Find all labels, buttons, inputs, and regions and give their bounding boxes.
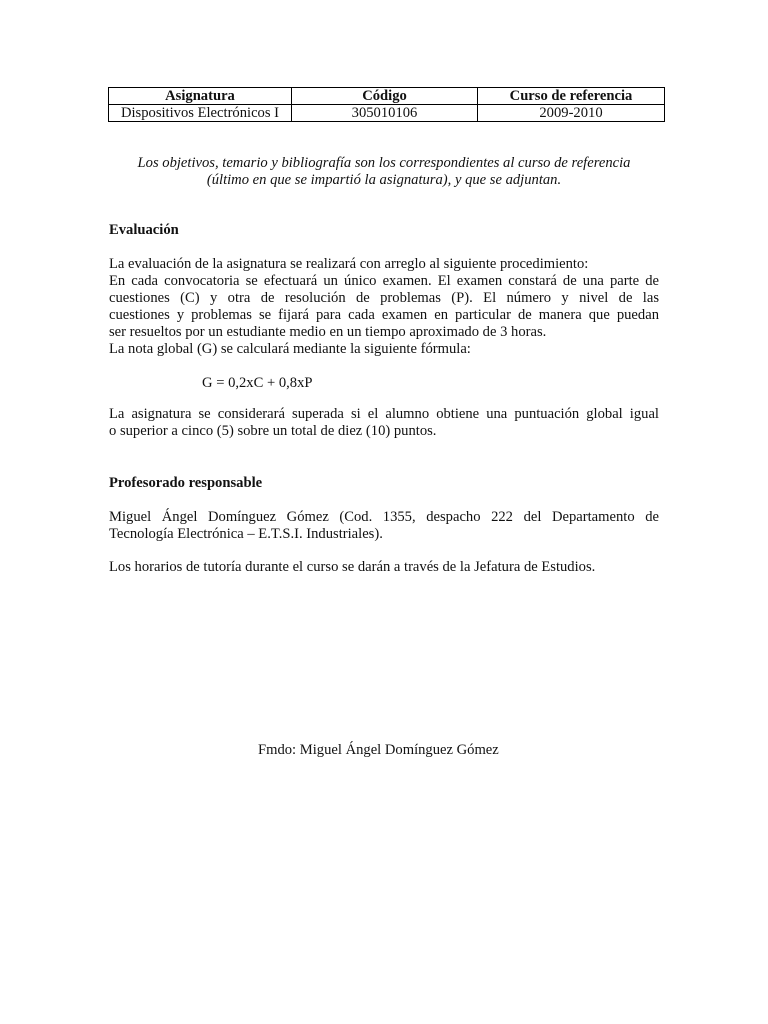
heading-profesorado: Profesorado responsable — [109, 475, 263, 491]
aprobado-line-2: o superior a cinco (5) sobre un total de diez (10) puntos. — [109, 423, 437, 439]
evaluacion-line-5: ser resueltos por un estudiante medio en un tiempo aproximado de 3 horas. — [109, 324, 547, 340]
header-codigo: Código — [292, 88, 478, 105]
evaluacion-paragraph-1 — [109, 256, 659, 358]
grade-formula: G = 0,2xC + 0,8xP — [202, 375, 313, 391]
profesor-line-1: Miguel Ángel Domínguez Gómez (Cod. 1355, despacho 222 del Departamento de — [109, 509, 659, 525]
heading-evaluacion: Evaluación — [109, 222, 179, 238]
header-curso-referencia: Curso de referencia — [478, 88, 665, 105]
intro-line-2: (último en que se impartió la asignatura), y que se adjuntan. — [206, 172, 562, 188]
evaluacion-line-1: La evaluación de la asignatura se realizará con arreglo al siguiente procedimiento: — [109, 256, 589, 272]
tutoria-paragraph — [109, 559, 659, 576]
evaluacion-line-3: cuestiones (C) y otra de resolución de problemas (P). El número y nivel de las — [109, 290, 659, 306]
cell-codigo: 305010106 — [292, 105, 478, 122]
table-row — [109, 105, 665, 122]
evaluacion-line-2: En cada convocatoria se efectuará un único examen. El examen constará de una parte de — [109, 273, 659, 289]
evaluacion-line-4: cuestiones y problemas se fijará para cada examen en particular de manera que puedan — [109, 307, 659, 323]
cell-asignatura: Dispositivos Electrónicos I — [109, 105, 292, 122]
header-asignatura: Asignatura — [109, 88, 292, 105]
intro-line-1: Los objetivos, temario y bibliografía son los correspondientes al curso de referencia — [137, 155, 631, 171]
evaluacion-line-6: La nota global (G) se calculará mediante la siguiente fórmula: — [109, 341, 471, 357]
table-header-row — [109, 88, 665, 105]
profesor-line-2: Tecnología Electrónica – E.T.S.I. Industriales). — [109, 526, 383, 542]
profesorado-paragraph — [109, 509, 659, 543]
evaluacion-paragraph-2 — [109, 406, 659, 440]
cell-curso-referencia: 2009-2010 — [478, 105, 665, 122]
intro-note — [108, 155, 660, 189]
course-info-table — [108, 87, 665, 122]
signature: Fmdo: Miguel Ángel Domínguez Gómez — [258, 742, 499, 758]
aprobado-line-1: La asignatura se considerará superada si el alumno obtiene una puntuación global igual — [109, 406, 659, 422]
tutoria-line: Los horarios de tutoría durante el curso se darán a través de la Jefatura de Estudios. — [109, 559, 596, 575]
